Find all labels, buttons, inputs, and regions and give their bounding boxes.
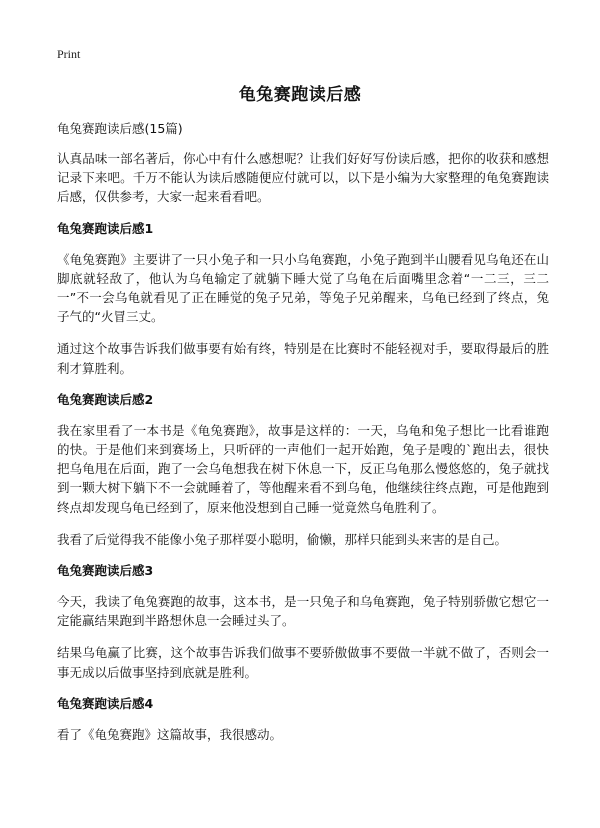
document-body bbox=[57, 120, 549, 757]
page-title: 龟兔赛跑读后感 bbox=[238, 85, 362, 105]
print-link[interactable]: Print bbox=[57, 47, 81, 61]
section-paragraph: 今天，我读了龟兔赛跑的故事，这本书，是一只兔子和乌龟赛跑，兔子特别骄傲它想它一定能赢结果跑到半路想休息一会睡过头了。 bbox=[57, 594, 549, 629]
section-paragraph: 《龟兔赛跑》主要讲了一只小兔子和一只小乌龟赛跑，小兔子跑到半山腰看见乌龟还在山脚底就轻敌了，他认为乌龟输定了就躺下睡大觉了乌龟在后面嘴里念着“一二三，三二一”不一会乌龟就看见了正在睡觉的兔子兄弟，等兔子兄弟醒来，乌龟已经到了终点，兔子气的“火冒三丈。 bbox=[57, 251, 549, 325]
section-heading: 龟兔赛跑读后感1 bbox=[57, 220, 154, 236]
intro-paragraph: 认真品味一部名著后，你心中有什么感想呢？让我们好好写份读后感，把你的收获和感想记录下来吧。千万不能认为读后感随便应付就可以，以下是小编为大家整理的龟兔赛跑读后感，仅供参考，大家一起来看看吧。 bbox=[57, 151, 549, 205]
section-1 bbox=[57, 220, 549, 378]
section-4 bbox=[57, 695, 549, 744]
section-paragraph: 看了《龟兔赛跑》这篇故事，我很感动。 bbox=[57, 726, 283, 742]
section-heading: 龟兔赛跑读后感3 bbox=[57, 563, 154, 579]
section-heading: 龟兔赛跑读后感4 bbox=[57, 695, 154, 711]
section-3 bbox=[57, 562, 549, 682]
section-2 bbox=[57, 391, 549, 549]
section-paragraph: 我在家里看了一本书是《龟兔赛跑》，故事是这样的：一天，乌龟和兔子想比一比看谁跑的快。于是他们来到赛场上，只听砰的一声他们一起开始跑，兔子是嗖的`跑出去，很快把乌龟甩在后面，跑了一会乌龟想我在树下休息一下，反正乌龟那么慢悠悠的，兔子就找到一颗大树下躺下不一会就睡着了，等他醒来看不到乌龟，他继续往终点跑，可是他跑到终点却发现乌龟已经到了，原来他没想到自己睡一觉竟然乌龟胜利了。 bbox=[57, 422, 549, 515]
section-heading: 龟兔赛跑读后感2 bbox=[57, 391, 154, 407]
document-subtitle: 龟兔赛跑读后感(15篇) bbox=[57, 121, 183, 136]
section-paragraph: 我看了后觉得我不能像小兔子那样耍小聪明，偷懒，那样只能到头来害的是自己。 bbox=[57, 531, 508, 547]
section-paragraph: 通过这个故事告诉我们做事要有始有终，特别是在比赛时不能轻视对手，要取得最后的胜利才算胜利。 bbox=[57, 341, 549, 376]
section-paragraph: 结果乌龟赢了比赛，这个故事告诉我们做事不要骄傲做事不要做一半就不做了，否则会一事无成以后做事坚持到底就是胜利。 bbox=[57, 645, 549, 680]
